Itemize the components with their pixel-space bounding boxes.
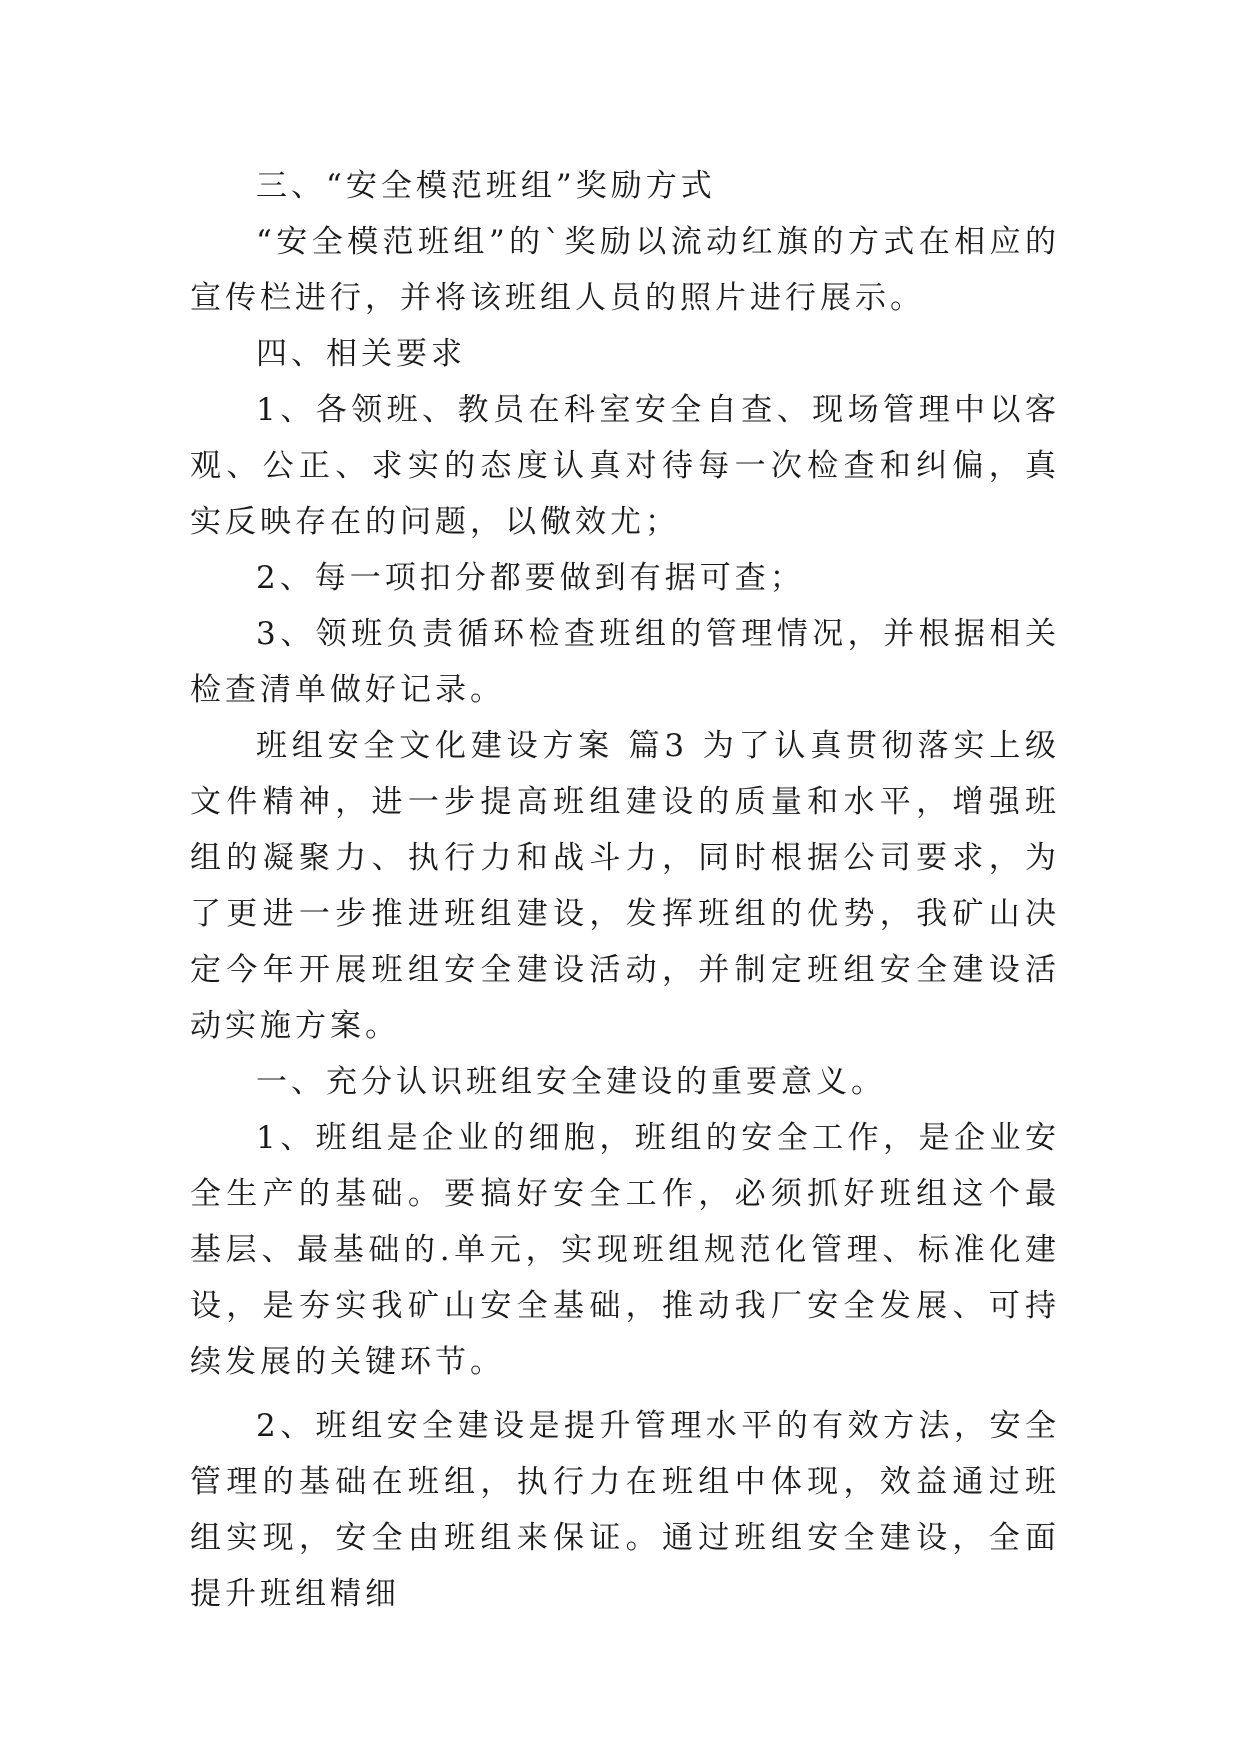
- requirement-item-2: 2、每一项扣分都要做到有据可查；: [256, 560, 805, 596]
- document-page: [190, 158, 1060, 1622]
- requirement-item-3: 3、领班负责循环检查班组的管理情况，并根据相关检查清单做好记录。: [190, 616, 1060, 708]
- section-heading-significance: 一、充分认识班组安全建设的重要意义。: [256, 1064, 886, 1100]
- section-heading-reward-method: 三、“安全模范班组”奖励方式: [256, 168, 716, 204]
- requirement-item-1: 1、各领班、教员在科室安全自查、现场管理中以客观、公正、求实的态度认真对待每一次检查和纠偏，真实反映存在的问题，以儆效尤；: [190, 392, 1060, 540]
- significance-item-1: 1、班组是企业的细胞，班组的安全工作，是企业安全生产的基础。要搞好安全工作，必须抓好班组这个最基层、最基础的.单元，实现班组规范化管理、标准化建设，是夯实我矿山安全基础，推动我厂安全发展、可持续发展的关键环节。: [190, 1120, 1060, 1380]
- paragraph-reward-description: “安全模范班组”的`奖励以流动红旗的方式在相应的宣传栏进行，并将该班组人员的照片进行展示。: [190, 224, 1060, 316]
- section-heading-requirements: 四、相关要求: [256, 336, 466, 372]
- significance-item-2: 2、班组安全建设是提升管理水平的有效方法，安全管理的基础在班组，执行力在班组中体现，效益通过班组实现，安全由班组来保证。通过班组安全建设，全面提升班组精细: [190, 1408, 1060, 1612]
- paragraph-plan-3-intro: 班组安全文化建设方案 篇3 为了认真贯彻落实上级文件精神，进一步提高班组建设的质量和水平，增强班组的凝聚力、执行力和战斗力，同时根据公司要求，为了更进一步推进班组建设，发挥班组的优势，我矿山决定今年开展班组安全建设活动，并制定班组安全建设活动实施方案。: [190, 728, 1060, 1044]
